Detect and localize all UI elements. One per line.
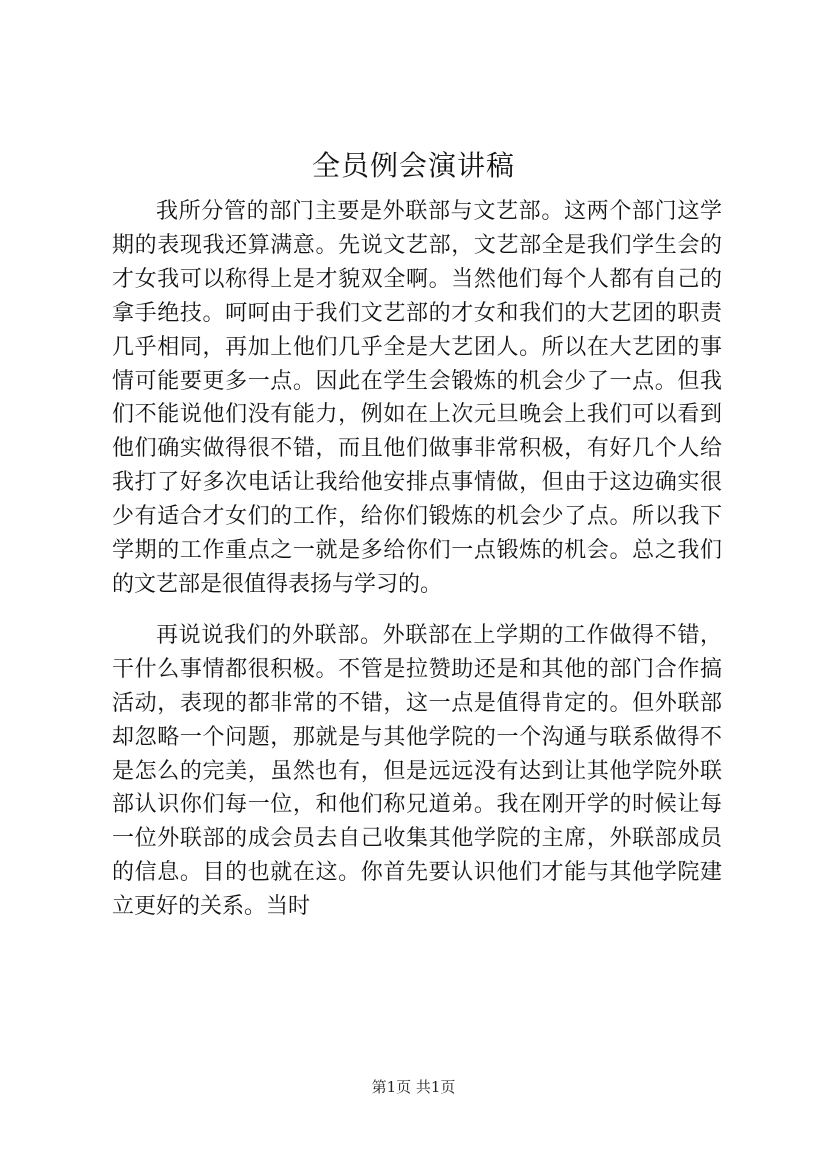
document-title: 全员例会演讲稿 (311, 149, 515, 182)
page-footer: 第1页 共1页 (371, 1078, 456, 1096)
paragraph-wenyibu: 我所分管的部门主要是外联部与文艺部。这两个部门这学期的表现我还算满意。先说文艺部，文艺部全是我们学生会的才女我可以称得上是才貌双全啊。当然他们每个人都有自己的拿手绝技。呵呵由于我们文艺部的才女和我们的大艺团的职责几乎相同，再加上他们几乎全是大艺团人。所以在大艺团的事情可能要更多一点。因此在学生会锻炼的机会少了一点。但我们不能说他们没有能力，例如在上次元旦晚会上我们可以看到他们确实做得很不错，而且他们做事非常积极，有好几个人给我打了好多次电话让我给他安排点事情做，但由于这边确实很少有适合才女们的工作，给你们锻炼的机会少了点。所以我下学期的工作重点之一就是多给你们一点锻炼的机会。总之我们的文艺部是很值得表扬与学习的。 (112, 199, 722, 597)
paragraph-wailianbu: 再说说我们的外联部。外联部在上学期的工作做得不错，干什么事情都很积极。不管是拉赞助还是和其他的部门合作搞活动，表现的都非常的不错，这一点是值得肯定的。但外联部却忽略一个问题，那就是与其他学院的一个沟通与联系做得不是怎么的完美，虽然也有，但是远远没有达到让其他学院外联部认识你们每一位，和他们称兄道弟。我在刚开学的时候让每一位外联部的成会员去自己收集其他学院的主席，外联部成员的信息。目的也就在这。你首先要认识他们才能与其他学院建立更好的关系。当时 (112, 622, 722, 920)
document-body (112, 195, 722, 924)
